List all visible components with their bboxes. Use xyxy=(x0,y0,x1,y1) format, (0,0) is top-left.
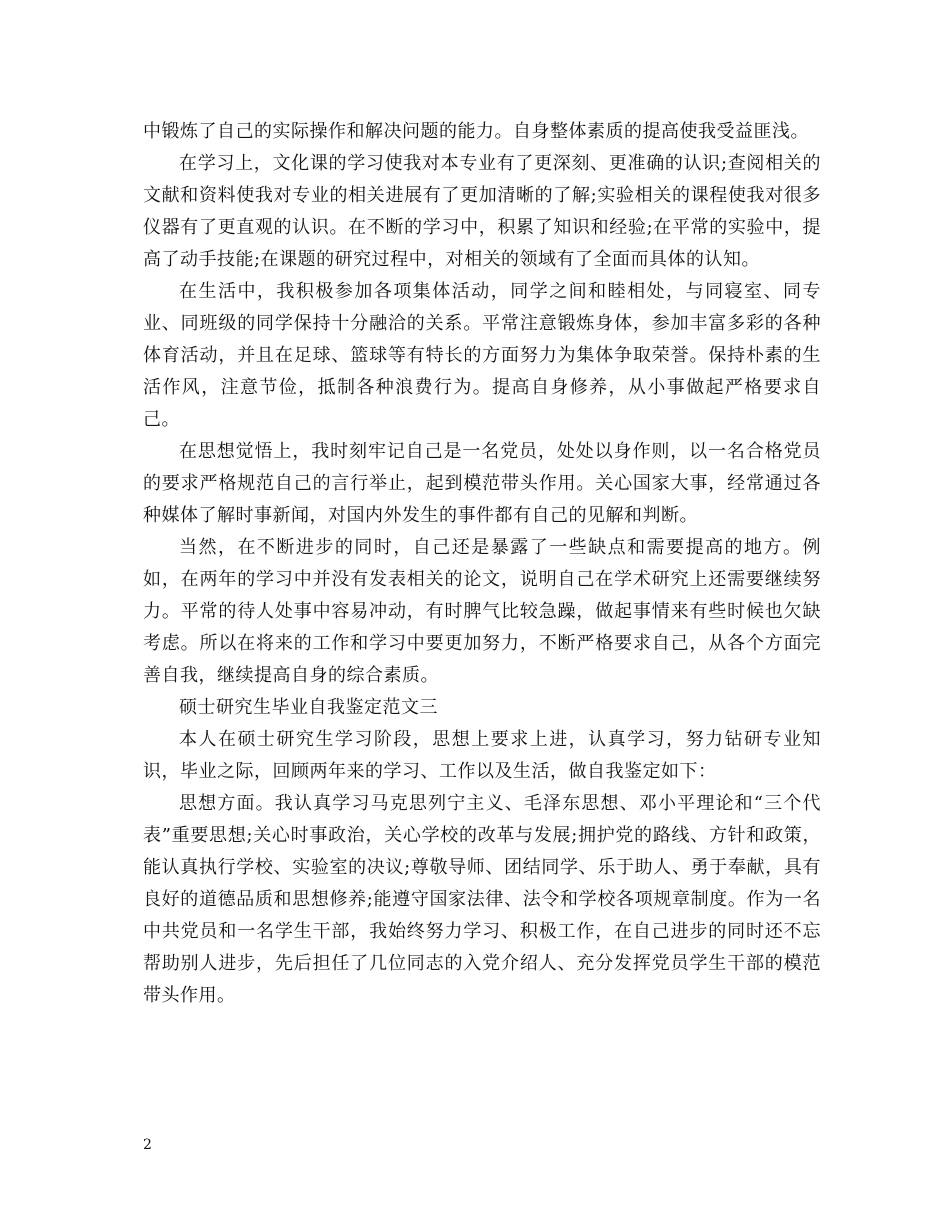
paragraph-study: 在学习上，文化课的学习使我对本专业有了更深刻、更准确的认识;查阅相关的文献和资料使我对专业的相关进展有了更加清晰的了解;实验相关的课程使我对很多仪器有了更直观的认识。在不断的学习中，积累了知识和经验;在平常的实验中，提高了动手技能;在课题的研究过程中，对相关的领域有了全面而具体的认知。 xyxy=(143,153,821,270)
paragraph-shortcomings: 当然，在不断进步的同时，自己还是暴露了一些缺点和需要提高的地方。例如，在两年的学习中并没有发表相关的论文，说明自己在学术研究上还需要继续努力。平常的待人处事中容易冲动，有时脾气比较急躁，做起事情来有些时候也欠缺考虑。所以在将来的工作和学习中要更加努力，不断严格要求自己，从各个方面完善自我，继续提高自身的综合素质。 xyxy=(143,537,821,686)
page-number: 2 xyxy=(143,1137,152,1153)
section-heading: 硕士研究生毕业自我鉴定范文三 xyxy=(179,697,438,718)
paragraph-thought: 思想方面。我认真学习马克思列宁主义、毛泽东思想、邓小平理论和“三个代表”重要思想;关心时事政治，关心学校的改革与发展;拥护党的路线、方针和政策，能认真执行学校、实验室的决议;尊敬导师、团结同学、乐于助人、勇于奉献，具有良好的道德品质和思想修养;能遵守国家法律、法令和学校各项规章制度。作为一名中共党员和一名学生干部，我始终努力学习、积极工作，在自己进步的同时还不忘帮助别人进步，先后担任了几位同志的入党介绍人、充分发挥党员学生干部的模范带头作用。 xyxy=(143,793,821,1006)
paragraph-continuation: 中锻炼了自己的实际操作和解决问题的能力。自身整体素质的提高使我受益匪浅。 xyxy=(143,121,809,142)
paragraph-intro: 本人在硕士研究生学习阶段，思想上要求上进，认真学习，努力钻研专业知识，毕业之际，回顾两年来的学习、工作以及生活，做自我鉴定如下： xyxy=(143,729,821,782)
document-body xyxy=(143,116,821,1012)
paragraph-ideology: 在思想觉悟上，我时刻牢记自己是一名党员，处处以身作则，以一名合格党员的要求严格规范自己的言行举止，起到模范带头作用。关心国家大事，经常通过各种媒体了解时事新闻，对国内外发生的事件都有自己的见解和判断。 xyxy=(143,441,821,526)
paragraph-life: 在生活中，我积极参加各项集体活动，同学之间和睦相处，与同寝室、同专业、同班级的同学保持十分融洽的关系。平常注意锻炼身体，参加丰富多彩的各种体育活动，并且在足球、篮球等有特长的方面努力为集体争取荣誉。保持朴素的生活作风，注意节俭，抵制各种浪费行为。提高自身修养，从小事做起严格要求自己。 xyxy=(143,281,821,430)
